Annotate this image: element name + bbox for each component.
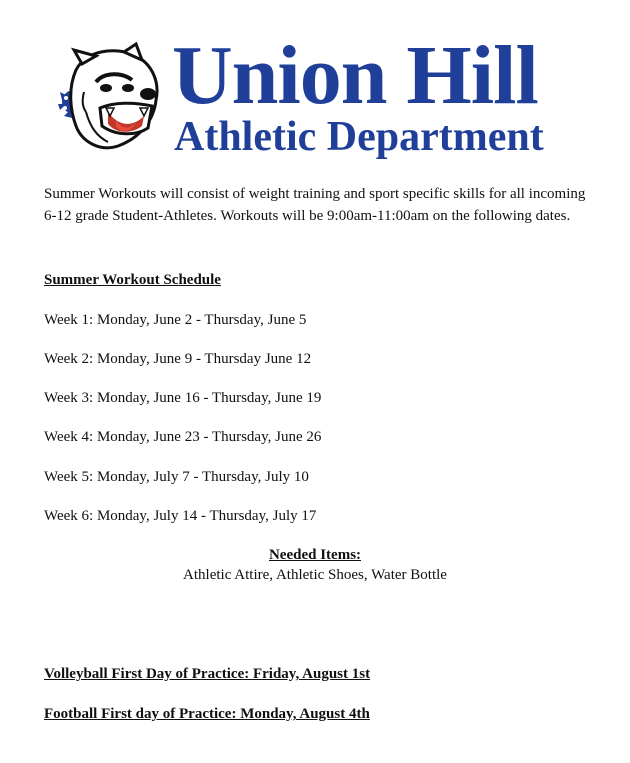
logo-subtitle: Athletic Department (174, 114, 544, 160)
intro-section (44, 184, 592, 227)
week-4: Week 4: Monday, June 23 - Thursday, June 26 (44, 429, 322, 445)
intro-paragraph: Summer Workouts will consist of weight training and sport specific skills for all incoming 6-12 grade Student-Athletes. Workouts will be 9:00am-11:00am on the following dates. (44, 186, 586, 224)
needed-items-list: Athletic Attire, Athletic Shoes, Water Bottle (183, 567, 447, 583)
logo-title: Union Hill (172, 29, 538, 122)
week-2: Week 2: Monday, June 9 - Thursday June 12 (44, 351, 312, 367)
bulldog-mascot-icon (56, 42, 168, 154)
week-5: Week 5: Monday, July 7 - Thursday, July 10 (44, 469, 309, 485)
needed-items-title: Needed Items: (268, 547, 362, 563)
week-1: Week 1: Monday, June 2 - Thursday, June 5 (44, 312, 307, 328)
week-3: Week 3: Monday, June 16 - Thursday, June 19 (44, 390, 322, 406)
week-6: Week 6: Monday, July 14 - Thursday, July 17 (44, 508, 317, 524)
football-practice-date: Football First day of Practice: Monday, August 4th (44, 706, 370, 722)
volleyball-practice-date: Volleyball First Day of Practice: Friday, August 1st (44, 666, 371, 682)
header-logo (56, 29, 586, 160)
schedule-title: Summer Workout Schedule (44, 272, 221, 288)
